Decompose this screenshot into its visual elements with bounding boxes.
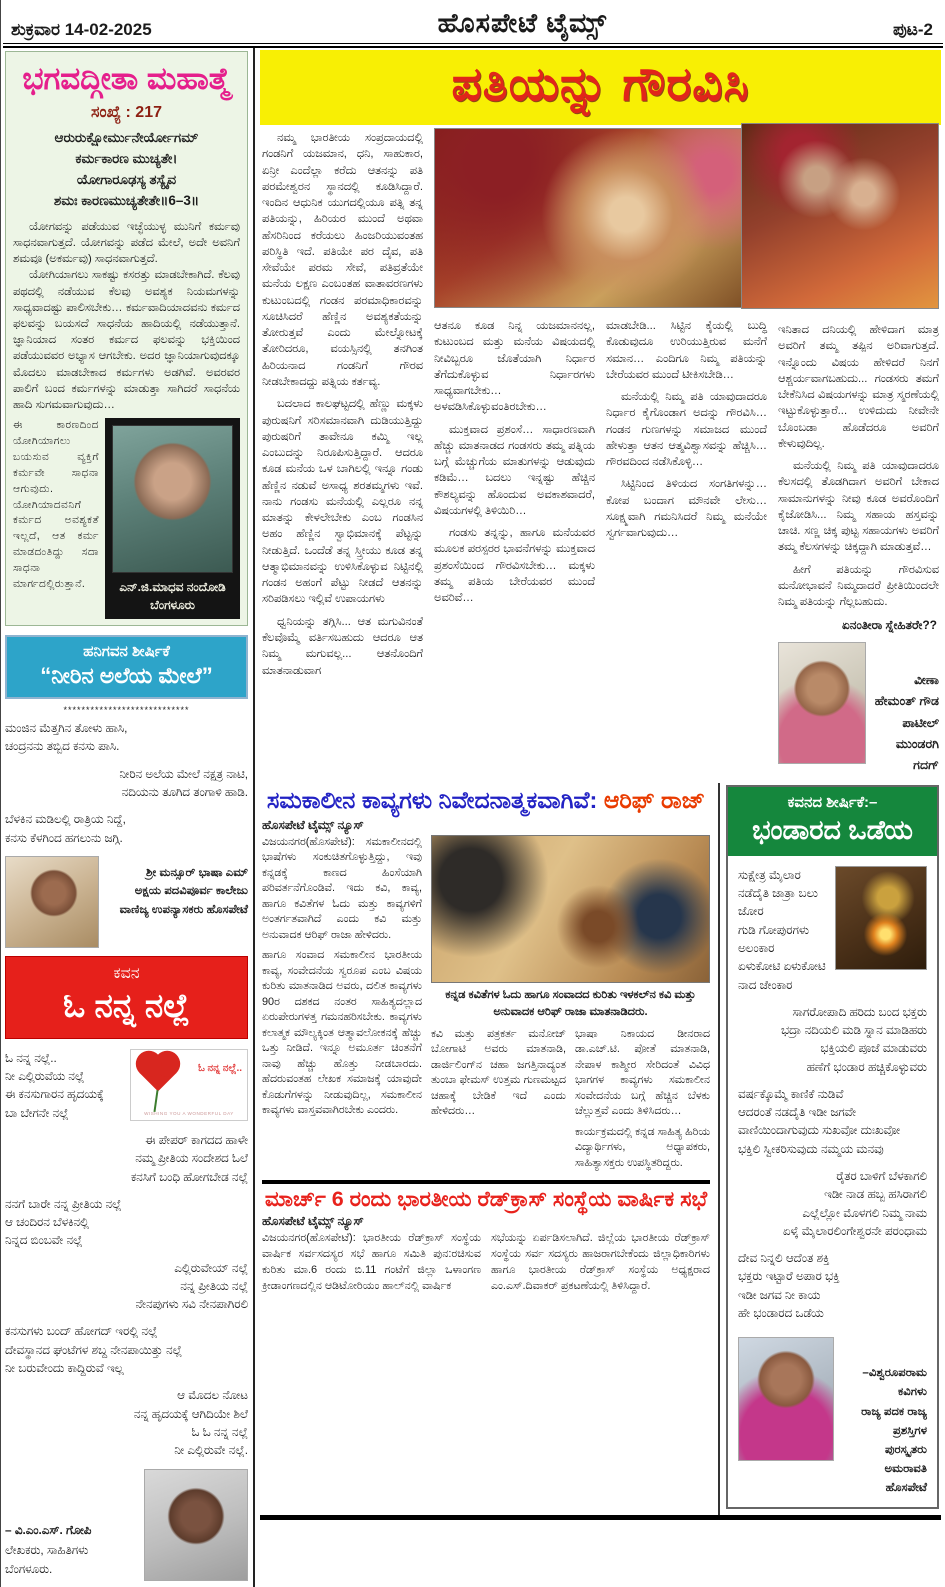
heart-icon [140, 1054, 177, 1091]
bhandarada-poet-photo [738, 1337, 834, 1461]
bhagavadgita-section [5, 51, 248, 626]
gita-author-frame [105, 418, 240, 619]
article-column-4: ಇನಿತಾದ ದನಿಯಲ್ಲಿ ಹೇಳಿದಾಗ ಮಾತ್ರ ಅವರಿಗೆ ತಮ್ಮ ತಪ್ಪಿನ ಅರಿವಾಗುತ್ತದೆ. ಇನ್ನೊಂದು ವಿಷಯ ಹೇಳಿದರೆ ನಿನಗೆ ಆಶ್ಚರ್ಯವಾಗಬಹುದು... ಗಂಡಸರು ತಮಗೆ ಬೇಕೆನಿಸಿದ ವಿಷಯಗಳನ್ನು ಮಾತ್ರ ಸ್ಮರಣೆಯಲ್ಲಿ ಇಟ್ಟುಕೊಳ್ಳುತ್ತಾರೆ... ಉಳಿದುದು ನೀವೇನೇ ಬೊಂಬಡಾ ಹೊಡೆದರೂ ಅವರಿಗೆ ಕೇಳುವುದಿಲ್ಲ. ಮನೆಯಲ್ಲಿ ನಿಮ್ಮ ಪತಿ ಯಾವುದಾದರೂ ಕೆಲಸದಲ್ಲಿ ತೊಡಗಿದಾಗ ಅವರಿಗೆ ಬೇಕಾದ ಸಾಮಾನುಗಳನ್ನು ನೀವು ಕೂಡ ಅವರೊಂದಿಗೆ ಕೈಜೋಡಿಸಿ... ನಿಮ್ಮ ಸಹಾಯ ಹಸ್ತವನ್ನು ಚಾಚಿ. ಸಣ್ಣ ಚಿಕ್ಕ ಪುಟ್ಟ ಸಹಾಯಗಳು ಅವರಿಗೆ ತಮ್ಮ ಕೆಲಸಗಳನ್ನು ಚಿಕ್ಕದ್ದಾಗಿ ಮಾಡುತ್ತವೆ… ಹೀಗೆ ಪತಿಯನ್ನು ಗೌರವಿಸುವ ಮನೋಭಾವನೆ ನಿಮ್ಮದಾದರೆ ಪ್ರೀತಿಯಿಂದಲೇ ನಿಮ್ಮ ಪತಿಯನ್ನು ಗೆಲ್ಲಬಹುದು. ಏನಂತೀರಾ ಸ್ನೇಹಿತರೇ?? ವೀಣಾ ಹೇಮಂತ್ ಗೌಡ ಪಾಟೀಲ್ ಮುಂಡರಗಿ ಗದಗ್ [778, 130, 939, 777]
gita-number: ಸಂಖ್ಯೆ : 217 [91, 104, 162, 122]
hanigavana-title: “ನೀರಿನ ಅಲೆಯ ಮೇಲೆ” [40, 663, 213, 689]
wedding-hands-photo [434, 128, 784, 308]
main-area [255, 48, 945, 1587]
gita-body: ಯೋಗವನ್ನು ಪಡೆಯುವ ಇಚ್ಛೆಯುಳ್ಳ ಮುನಿಗೆ ಕರ್ಮವು ಸಾಧನವಾಗುತ್ತದೆ. ಯೋಗವನ್ನು ಪಡೆದ ಮೇಲೆ, ಅದೇ ಅವನಿಗೆ ಶಮವೂ (ಅಕರ್ಮವು) ಸಾಧನವಾಗುತ್ತದೆ. ಯೋಗಿಯಾಗಲು ಸಾಕಷ್ಟು ಕಸರತ್ತು ಮಾಡಬೇಕಾಗಿದೆ. ಕೆಲವು ಪಥದಲ್ಲಿ ನಡೆಯುವ ಕೆಲವು ಅವಶ್ಯಕ ನಿಯಮಗಳನ್ನು ಸಾಧ್ಯವಾದಷ್ಟು ಪಾಲಿಸಬೇಕು… ಕರ್ಮವಾದಿಯಾದವನು ಕರ್ಮದ ಫಲವನ್ನು ಬಯಸದೆ ಸಾಧನೆಯ ಹಾದಿಯಲ್ಲಿ ನಡೆಯುತ್ತಾನೆ. ಜ್ಞಾನಿಯಾದ ಸಂತರ ಕರ್ಮದ ಫಲವನ್ನು ಭಕ್ತಿಯಿಂದ ಪಡೆಯುವವರ ಅಭ್ಯಾಸ ಆಗಬೇಕು. ಅದರ ಜ್ಞಾನಿಯಾಗುವುದಕ್ಕೂ ಮೊದಲು ಮಾಡಬೇಕಾದ ಕರ್ಮಗಳು ಅಡಗಿವೆ. ಅವರವರ ಪಾಲಿಗೆ ಬಂದ ಕರ್ಮಗಳನ್ನು ಮಾಡುತ್ತಾ ಸಾಗಿದರೆ ಸಾಧನೆಯ ಹಾದಿ ಸುಗಮವಾಗುವುದು… [13, 220, 240, 411]
poetry-event-photo [431, 835, 710, 983]
kavana-poem: ಓ ನನ್ನ ನಲ್ಲೆ.. WISHING YOU A WONDERFUL DAY ಓ ನನ್ನ ನಲ್ಲೆ.. ನೀ ಎಲ್ಲಿರುವೆಯ ನಲ್ಲೆ ಈ ಕನಸುಗಾರನ ಹೃದಯಕ್ಕೆ ಬಾ ಬೇಗನೇ ನಲ್ಲೆ ಈ ಪೇಪರ್ ಕಾಗದದ ಹಾಳೇ ನಮ್ಮ ಪ್ರೀತಿಯ ಸಂದೇಶದ ಓಲೆ ಕನಸಿಗೆ ಬಂಧಿ ಹೋಗಬೇಡ ನಲ್ಲೆ ನನಗೆ ಬಾರೇ ನನ್ನ ಪ್ರೀತಿಯ ನಲ್ಲೆ ಆ ಚಂದಿರನ ಬೆಳಕಿನಲ್ಲಿ ನಿನ್ನದ ಬಿಂಬವೇ ನಲ್ಲೆ ಎಲ್ಲಿರುವೇಯ್ ನಲ್ಲೆ ನನ್ನ ಪ್ರೀತಿಯ ನಲ್ಲೆ ನೇನಪುಗಳು ಸವಿ ನೇನಪಾಗಿರಲಿ ಕನಸುಗಳು ಬಂದ್ ಹೋಗದ್ ಇರಲ್ಲಿ ನಲ್ಲೆ ದೇವಸ್ಥಾನದ ಘಂಟೆಗಳ ಶಬ್ದ ನೇನಪಾಯಿತ್ತು ನಲ್ಲೆ ನೀ ಬರುವೇಂದು ಕಾದ್ದಿರುವೆ ಇಲ್ಲ ಆ ಮೊದಲ ನೋಟ ನನ್ನ ಹೃದಯಕ್ಕೆ ಆಗಿದಿಯೇ ಶಿಲೆ ಓ ಓ ನನ್ನ ನಲ್ಲೆ ನೀ ಎಲ್ಲಿರುವೇ ನಲ್ಲೆ. [5, 1050, 248, 1458]
kavana-title: ಓ ನನ್ನ ನಲ್ಲೆ [63, 986, 190, 1024]
redcross-col-1: ವಿಜಯನಗರ(ಹೊಸಪೇಟೆ): ಭಾರತೀಯ ರೆಡ್‌ಕ್ರಾಸ್ ಸಂಸ್ಥೆಯ ವಾರ್ಷಿಕ ಸರ್ವಸದಸ್ಯರ ಸಭೆ ಹಾಗೂ ಸಮಿತಿ ಪುನ:ರಚಿಸುವ ಕುರಿತು ಮಾ.6 ರಂದು ಬಿ.11 ಗಂಟೆಗೆ ಜಿಲ್ಲಾ ಒಳಾಂಗಣ ಕ್ರೀಡಾಂಗಣದಲ್ಲಿನ ಆಡಿಟೋರಿಯಂ ಹಾಲ್‌ನಲ್ಲಿ ವಾರ್ಷಿಕ [262, 1232, 481, 1292]
article-column-2: ಆತನೂ ಕೂಡ ನಿನ್ನ ಯಜಮಾನನಲ್ಲ, ಕುಟುಂಬದ ಮತ್ತು ಮನೆಯ ವಿಷಯದಲ್ಲಿ ನೀವಿಬ್ಬರೂ ಜೊತೆಯಾಗಿ ನಿರ್ಧಾರ ತೆಗೆದುಕೊಳ್ಳುವ ನಿರ್ಧಾರಗಳು ಸಾಧ್ಯವಾಗಬೇಕು… ಅಳವಡಿಸಿಕೊಳ್ಳುವಂತಿರಬೇಕು… ಮುಕ್ತವಾದ ಪ್ರಶಂಸೆ… ಸಾಧಾರಣವಾಗಿ ಹೆಚ್ಚು ಮಾತನಾಡದ ಗಂಡಸರು ತಮ್ಮ ಪತ್ನಿಯ ಬಗ್ಗೆ ಮೆಚ್ಚುಗೆಯ ಮಾತುಗಳನ್ನು ಆಡುವುದು ಕಡಿಮೆ… ಬದಲು ಇನ್ನಷ್ಟು ಹೆಚ್ಚಿನ ಕೌಶಲ್ಯವನ್ನು ಹೊಂದುವ ಅವಕಾಶವಾದರೆ, ವಿಷಯಗಳಲ್ಲಿ ತಿಳಿಯಿರಿ… ಗಂಡಸು ತನ್ನನ್ನು, ಹಾಗೂ ಮನೆಯವರ ಮೂಲಕ ಪರಸ್ಪರರ ಭಾವನೆಗಳನ್ನು ಮುಕ್ತವಾದ ಪ್ರಶಂಸೆಯಿಂದ ಗೌರವಿಸಬೇಕು… ಮಕ್ಕಳು ತಮ್ಮ ಪತಿಯ ಬೇರೆಯವರ ಮುಂದೆ ಅವರಿವೆ… [434, 320, 595, 605]
columnist-credit: ವೀಣಾ ಹೇಮಂತ್ ಗೌಡ ಪಾಟೀಲ್ ಮುಂಡರಗಿ ಗದಗ್ [874, 672, 939, 773]
gita-author-photo [112, 425, 233, 573]
bhandarada-poem: ಸುಕ್ಷೇತ್ರ ಮೈಲಾರ ನಡೆದೈತಿ ಜಾತ್ರಾ ಬಲು ಜೋರ ಗುಡಿ ಗೋಪುರಗಳು ಅಲಂಕಾರ ಏಳುಕೋಟಿ ಏಳುಕೋಟಿ ನಾದ ಜೇಂಕಾರ ಸಾಗರೋಪಾದಿ ಹರಿದು ಬಂದ ಭಕ್ತರು ಭದ್ರಾ ನದಿಯಲಿ ಮಡಿ ಸ್ನಾನ ಮಾಡಿಹರು ಭಕ್ತಿಯಲಿ ಪೂಜೆ ಮಾಡುವರು ಹಣೆಗೆ ಭಂಡಾರ ಹಚ್ಚಿಕೊಳ್ಳುವರು ವರ್ಷಕ್ಕೊಮ್ಮೆ ಕಾಣಿಕೆ ನುಡಿವೆ ಆದರಂತೆ ನಡದೈತಿ ಇಡೀ ಜಗವೇ ವಾಣಿಯಿಂದಾಗುವುದು ಸುಖವೋ ದುಃಖವೋ ಭಕ್ತಿಲಿ ಸ್ವೀಕರಿಸುವುದು ನಮ್ಮಯ ಮನವು ರೈತರ ಬಾಳಿಗೆ ಬೆಳಕಾಗಲಿ ಇಡೀ ನಾಡ ಹಬ್ಬ ಹಸಿರಾಗಲಿ ಎಲ್ಲೆಲ್ಲೋ ಮೊಳಗಲಿ ನಿಮ್ಮ ನಾಮ ಏಳ್ಕೆ ಮೈಲಾರಲಿಂಗೇಶ್ವರನೇ ಪರಂಧಾಮ ದೇವ ನಿನ್ನಲಿ ಆದೆಂತ ಶಕ್ತಿ ಭಕ್ತರು ಇಟ್ಟಾರೆ ಅಪಾರ ಭಕ್ತಿ ಇಡೀ ಜಗವ ನೀ ಕಾಯ ಹೇ ಭಂಡಾರದ ಒಡೆಯ [738, 867, 927, 1320]
samakaleena-col-right [431, 835, 710, 1176]
newspaper-title: ಹೊಸಪೇಟೆ ಟೈಮ್ಸ್ [437, 8, 607, 38]
samakaleena-headline: ಸಮಕಾಲೀನ ಕಾವ್ಯಗಳು ನಿವೇದನಾತ್ಮಕವಾಗಿವೆ: ಆರಿಫ್ ರಾಜ್ [266, 786, 706, 813]
kavana-header [5, 956, 248, 1039]
greeting-card-image: ಓ ನನ್ನ ನಲ್ಲೆ.. WISHING YOU A WONDERFUL DAY [130, 1049, 248, 1121]
bride-groom-photo [741, 123, 939, 309]
bhandarada-title: ಭಂಡಾರದ ಒಡೆಯ [752, 814, 913, 845]
closing-question: ಏನಂತೀರಾ ಸ್ನೇಹಿತರೇ?? [842, 617, 937, 632]
bhandarada-header [728, 787, 937, 856]
gita-side-text: ಈ ಕಾರಣದಿಂದ ಯೋಗಿಯಾಗಲು ಬಯಸುವ ವ್ಯಕ್ತಿಗೆ ಕರ್ಮವೇ ಸಾಧನಾ ಆಗುವುದು. ಯೋಗಿಯಾದವನಿಗೆ ಕರ್ಮದ ಅವಶ್ಯಕತೆ ಇಲ್ಲದೆ, ಆತ ಕರ್ಮ ಮಾಡದಂತಿದ್ದು ಸದಾ ಸಾಧನಾ ಮಾರ್ಗದಲ್ಲಿರುತ್ತಾನೆ. [13, 419, 99, 591]
gita-author-caption: ಎನ್.ಜಿ.ಮಾಧವ ನಂದೋಡಿ ಬೆಂಗಳೂರು [119, 580, 226, 613]
edition-date: ಶುಕ್ರವಾರ 14-02-2025 [11, 20, 152, 39]
samakaleena-col-left: ವಿಜಯನಗರ(ಹೊಸಪೇಟೆ): ಸಮಕಾಲೀನದಲ್ಲಿ ಭಾಷೆಗಳು ಸಂಕುಚಿತಗೊಳ್ಳುತ್ತಿದ್ದು, ಇವು ಕನ್ನಡಕ್ಕೆ ಕಾಣದ ಹಿಂಸೆಯಾಗಿ ಪರಿವರ್ತನೆಗೊಂಡಿವೆ. ಇದು ಕವಿ, ಕಾವ್ಯ, ಹಾಗೂ ಕವಿತೆಗಳ ಓದು ಮತ್ತು ಕಾವ್ಯಗಳಿಗೆ ಅಂತರ್ಗತವಾಗಿದೆ ಎಂದು ಕವಿ ಮತ್ತು ಅನುವಾದಕ ಆರಿಫ್ ರಾಜಾ ಹೇಳಿದರು. ಹಾಗೂ ಸಂವಾದ ಸಮಕಾಲೀನ ಭಾರತೀಯ ಕಾವ್ಯ, ಸಂವೇದನೆಯ ಸ್ವರೂಪ ಎಂಬ ವಿಷಯ ಕುರಿತು ಮಾತನಾಡಿದ ಅವರು, ದಲಿತ ಕಾವ್ಯಗಳು 90ರ ದಶಕದ ನಂತರ ಸಾಹಿತ್ಯದಲ್ಲಾದ ಏರುಪೇರುಗಳತ್ತ ಗಮನಹರಿಸಬೇಕು. ಕಾವ್ಯಗಳು ಕಲಾತ್ಮಕ ಮೌಲ್ಯಕ್ಕಿಂತ ಆತ್ಮಾವಲೋಕನಕ್ಕೆ ಹೆಚ್ಚು ಒತ್ತು ನೀಡಿದೆ. ಇನ್ನೂ ಅಮೂರ್ತ ಚಿಂತನೆಗೆ ನಾವು ಹೆಚ್ಚು ಹೊತ್ತು ನೀಡಬಾರದು. ಹೆದರುವಂತಹ ಲೇಖಕ ಸಮಾಜಕ್ಕೆ ಯಾವುದೇ ಕೊಡುಗೆಗಳನ್ನು ನೀಡುವುದಿಲ್ಲ, ಸಮಕಾಲೀನ ಕಾವ್ಯಗಳು ವಾಸ್ತವವಾಗಿರಬೇಕು ಎಂದರು. [262, 835, 422, 1117]
hanigavana-section [5, 635, 248, 948]
columnist-photo [778, 642, 866, 764]
hanigavana-poet-credit: ಶ್ರೀ ಮನ್ಸೂರ್ ಭಾಷಾ ಎಮ್ ಅಕ್ಷಯ ಪದವಿಪೂರ್ವ ಕಾಲೇಜು ವಾಣಿಜ್ಯ ಉಪನ್ಯಾಸಕರು ಹೊಸಪೇಟೆ [119, 865, 248, 916]
samakaleena-article [260, 783, 720, 1515]
temple-shrine-photo [835, 866, 927, 970]
hanigavana-poem: ಮಂಜಿನ ಮೆತ್ತಗಿನ ತೋಳು ಹಾಸಿ, ಚಂದ್ರನನು ತಬ್ಬಿದ ಕನಸು ಪಾಸಿ. ನೀರಿನ ಅಲೆಯ ಮೇಲೆ ನಕ್ಷತ್ರ ನಾಟಿ, ನದಿಯನು ತೂಗಿದ ತಂಗಾಳಿ ಹಾಡಿ. ಬೆಳಕಿನ ಮಡಿಲಲ್ಲಿ ರಾತ್ರಿಯ ನಿದ್ದೆ, ಕನಸು ಕೆಳಗಿಂದ ಹಗಲುನು ಜಗ್ಗಿ. [5, 721, 248, 845]
redcross-article [262, 1180, 710, 1301]
kavana-label: ಕವನ [113, 964, 140, 982]
page-number: ಪುಟ-2 [892, 20, 933, 39]
samakaleena-subcol-1: ಕವಿ ಮತ್ತು ಪತ್ರಕರ್ತ ಮನೋಜ್ ಬೋಗಾಟಿ ಅವರು ಮಾತನಾಡಿ, ಡಾರ್ಜಿಲಿಂಗ್‌ನ ಚಹಾ ಜಗತ್ತಿನಾದ್ಯಂತ ತುಂಬಾ ಫೇಮಸ್ ಉತ್ತಮ ಗುಣಮಟ್ಟದ ಚಹಾಕ್ಕೆ ಬೇಡಿಕೆ ಇದೆ ಎಂದು ಹೇಳಿದರು… [431, 1027, 566, 1118]
masthead [1, 0, 945, 43]
bhandarada-poem-box [726, 785, 939, 1509]
star-divider: **************************** [63, 705, 190, 716]
article-column-1: ನಮ್ಮ ಭಾರತೀಯ ಸಂಪ್ರದಾಯದಲ್ಲಿ ಗಂಡನಿಗೆ ಯಜಮಾನ, ಧನಿ, ಸಾಹುಕಾರ, ಏನ್ರೀ ಎಂದೆಲ್ಲಾ ಕರೆದು ಆತನನ್ನು ಪತಿ ಪರಮೇಶ್ವರನ ಸ್ಥಾನದಲ್ಲಿ ಕೂಡಿಸಿದ್ದಾರೆ. ಇಂದಿನ ಆಧುನಿಕ ಯುಗದಲ್ಲಿಯೂ ಪತ್ನಿ ತನ್ನ ಪತಿಯನ್ನು, ಹಿರಿಯರ ಮುಂದೆ ಅಥವಾ ಹೆಸರಿನಿಂದ ಕರೆಯಲು ಹಿಂಜರಿಯುವಂತಹ ಪರಿಸ್ಥಿತಿ ಇದೆ. ಪತಿಯೇ ಪರ ದೈವ, ಪತಿ ಸೇವೆಯೇ ಪರಮ ಸೇವೆ, ಪತಿವ್ರತೆಯೇ ಮನೆಯ ಲಕ್ಷಣ ಎಂಬಂತಹ ವಾತಾವರಣಗಳು ಕುಟುಂಬದಲ್ಲಿ ಗಂಡನ ಪರಮಾಧಿಕಾರವನ್ನು ಸೂಚಿಸಿದರೆ ಹೆಣ್ಣಿನ ಅವಶ್ಯಕತೆಯನ್ನು ತೋರುತ್ತವೆ ಎಂದು ಮೇಲ್ನೋಟಕ್ಕೆ ತೋರಿದರೂ, ವಯಸ್ಸಿನಲ್ಲಿ ತನಗಿಂತ ಹಿರಿಯನಾದ ಗಂಡನಿಗೆ ಗೌರವ ನೀಡಬೇಕಾದದ್ದು ಪತ್ನಿಯ ಕರ್ತವ್ಯ. ಬದಲಾದ ಕಾಲಘಟ್ಟದಲ್ಲಿ ಹೆಣ್ಣು ಮಕ್ಕಳು ಪುರುಷನಿಗೆ ಸರಿಸಮಾನವಾಗಿ ದುಡಿಯುತ್ತಿದ್ದು ಪುರುಷರಿಗೆ ತಾವೇನೂ ಕಮ್ಮಿ ಇಲ್ಲ ಎಂಬುದನ್ನು ನಿರೂಪಿಸುತ್ತಿದ್ದಾರೆ. ಆದರೂ ಕೂಡ ಮನೆಯ ಒಳ ಬಾಗಿಲಲ್ಲಿ ಇನ್ನೂ ಗಂಡು ಹೆಣ್ಣಿನ ನಡುವೆ ಅಸಾಧ್ಯ ಶರತಮ್ಮಗಳು ಇವೆ. ನಾನು ಗಂಡಸು ಮನೆಯಲ್ಲಿ ಎಲ್ಲರೂ ನನ್ನ ಮಾತನ್ನು ಕೇಳಲೇಬೇಕು ಎಂಬ ಗಂಡಸಿನ ಅಹಂ ಹೆಣ್ಣಿನ ಸ್ವಾಭಿಮಾನಕ್ಕೆ ಪೆಟ್ಟನ್ನು ನೀಡುತ್ತಿದೆ. ಒಂದೆಡೆ ತನ್ನ ಸ್ತ್ರೀಯು ಕೂಡ ತನ್ನ ಆತ್ಮಾಭಿಮಾನವನ್ನು ಉಳಿಸಿಕೊಳ್ಳುವ ನಿಟ್ಟಿನಲ್ಲಿ ಗಂಡನ ಅಹಂಗೆ ಪೆಟ್ಟು ನೀಡದೆ ಆತನನ್ನು ಸರಿಪಡಿಸಲು ಇಲ್ಲಿವೆ ಉಪಾಯಗಳು ಧ್ವನಿಯನ್ನು ತಗ್ಗಿಸಿ... ಆತ ಮಗುವಿನಂತೆ ಕೆಲವೊಮ್ಮೆ ವರ್ತಿಸಬಹುದು ಆದರೂ ಆತ ನಿಮ್ಮ ಮಗುವಲ್ಲ... ಆತನೊಂದಿಗೆ ಮಾತನಾಡುವಾಗ [262, 132, 423, 677]
main-article [260, 125, 941, 777]
kavana-poet-credit: – ವಿ.ಎಂ.ಎಸ್. ಗೋಪಿ ಲೇಖಕರು, ಸಾಹಿತಿಗಳು ಬೆಂಗಳೂರು. [5, 1523, 92, 1577]
samakaleena-subcol-2: ಭಾಷಾ ನಿಕಾಯದ ಡೀನರಾದ ಡಾ.ಎಚ್.ಟಿ. ಪೋತೆ ಮಾತನಾಡಿ, ನೇಪಾಳ ಕಾಶ್ಮೀರ ಸೇರಿದಂತೆ ವಿವಿಧ ಭಾಗಗಳ ಕಾವ್ಯಗಳು ಸಮಕಾಲೀನ ಸಂವೇದನೆಯ ಬಗ್ಗೆ ಹೆಚ್ಚಿನ ಬೆಳಕು ಚೆಲ್ಲುತ್ತವೆ ಎಂದು ತಿಳಿಸಿದರು… ಕಾರ್ಯಕ್ರಮದಲ್ಲಿ ಕನ್ನಡ ಸಾಹಿತ್ಯ ಹಿರಿಯ ವಿದ್ಯಾರ್ಥಿಗಳು, ಅಧ್ಯಾಪಕರು, ಸಾಹಿತ್ಯಾಸಕ್ತರು ಉಪಸ್ಥಿತರಿದ್ದರು. [575, 1027, 710, 1169]
gita-title: ಭಗವದ್ಗೀತಾ ಮಹಾತ್ಮೆ [22, 61, 231, 96]
kavana-poet-photo [144, 1469, 248, 1581]
press-byline: ಹೊಸಪೇಟೆ ಟೈಮ್ಸ್ ನ್ಯೂಸ್ [262, 817, 364, 832]
gita-verse: ಆರುರುಕ್ಷೋರ್ಮುನೇರ್ಯೋಗಮ್ ಕರ್ಮಕಾರಣ ಮುಚ್ಯತೇ। ಯೋಗಾರೂಢಸ್ಯ ತಸ್ಯೈವ ಶಮಃ ಕಾರಣಮುಚ್ಯತೇತೇ॥6–3॥ [53, 130, 200, 208]
lower-region [260, 783, 941, 1520]
hanigavana-label: ಹನಿಗವನ ಶೀರ್ಷಿಕೆ [83, 643, 170, 661]
event-photo-caption: ಕನ್ನಡ ಕವಿತೆಗಳ ಓದು ಹಾಗೂ ಸಂವಾದದ ಕುರಿತು ಇಳಕಲ್‌ನ ಕವಿ ಮತ್ತು ಅನುವಾದಕ ಆರಿಫ್ ರಾಜಾ ಮಾತನಾಡಿದರು. [445, 988, 696, 1018]
bhandarada-label: ಕವನದ ಶೀರ್ಷಿಕೆ:– [787, 793, 878, 811]
hanigavana-poet-photo [5, 856, 99, 948]
redcross-press-byline: ಹೊಸಪೇಟೆ ಟೈಮ್ಸ್ ನ್ಯೂಸ್ [262, 1214, 364, 1229]
hanigavana-header [5, 635, 248, 699]
redcross-col-2: ಸಭೆಯನ್ನು ಏರ್ಪಡಿಸಲಾಗಿದೆ. ಜಿಲ್ಲೆಯ ಭಾರತೀಯ ರೆಡ್‌ಕ್ರಾಸ್ ಸಂಸ್ಥೆಯ ಸರ್ವ ಸದಸ್ಯರು ಹಾಜರಾಗಬೇಕೆಂದು ಜಿಲ್ಲಾಧಿಕಾರಿಗಳು ಹಾಗೂ ಭಾರತೀಯ ರೆಡ್‌ಕ್ರಾಸ್ ಸಂಸ್ಥೆಯ ಅಧ್ಯಕ್ಷರಾದ ಎಂ.ಎಸ್.ದಿವಾಕರ್ ಪ್ರಕಟಣೆಯಲ್ಲಿ ತಿಳಿಸಿದ್ದಾರೆ. [491, 1232, 710, 1292]
bhandarada-poet-credit: –ವಿಶ್ವರೂಪರಾಮ ಕವಿಗಳು ರಾಜ್ಯ ಪದಕ ರಾಜ್ಯ ಪ್ರಶಸ್ತಿಗಳ ಪುರಸ್ಕೃತರು ಅಮರಾವತಿ ಹೊಸಪೇಟೆ [861, 1366, 927, 1495]
main-headline-band [260, 50, 941, 125]
article-column-3: ಮಾಡಬೇಡಿ... ಸಿಟ್ಟಿನ ಕೈಯಲ್ಲಿ ಬುದ್ಧಿ ಕೊಡುವುದೂ ಉರಿಯುತ್ತಿರುವ ಮನೆಗೆ ಸಮಾನ… ಎಂದಿಗೂ ನಿಮ್ಮ ಪತಿಯನ್ನು ಬೇರೆಯವರ ಮುಂದೆ ಟೀಕಿಸಬೇಡಿ… ಮನೆಯಲ್ಲಿ ನಿಮ್ಮ ಪತಿ ಯಾವುದಾದರೂ ನಿರ್ಧಾರ ಕೈಗೊಂಡಾಗ ಅದನ್ನು ಗೌರವಿಸಿ… ಗಂಡನ ಗುಣಗಳನ್ನು ಸಮಾಜದ ಮುಂದೆ ಹೇಳುತ್ತಾ ಆತನ ಆತ್ಮವಿಶ್ವಾಸವನ್ನು ಹೆಚ್ಚಿಸಿ… ಗೌರವದಿಂದ ನಡೆಸಿಕೊಳ್ಳಿ… ಸಿಟ್ಟಿನಿಂದ ತಿಳಿಯದ ಸಂಗತಿಗಳನ್ನು… ಕೋಪ ಬಂದಾಗ ಮೌನವೇ ಲೇಸು… ಸೂಕ್ಷ್ಮವಾಗಿ ಗಮನಿಸಿದರೆ ನಿಮ್ಮ ಮನೆಯೇ ಸ್ವರ್ಗವಾಗುವುದು… [606, 320, 767, 540]
main-headline: ಪತಿಯನ್ನು ಗೌರವಿಸಿ [451, 57, 750, 110]
left-column [1, 48, 255, 1587]
redcross-headline: ಮಾರ್ಚ್ 6 ರಂದು ಭಾರತೀಯ ರೆಡ್‌ಕ್ರಾಸ್ ಸಂಸ್ಥೆಯ ವಾರ್ಷಿಕ ಸಭೆ [264, 1187, 708, 1212]
